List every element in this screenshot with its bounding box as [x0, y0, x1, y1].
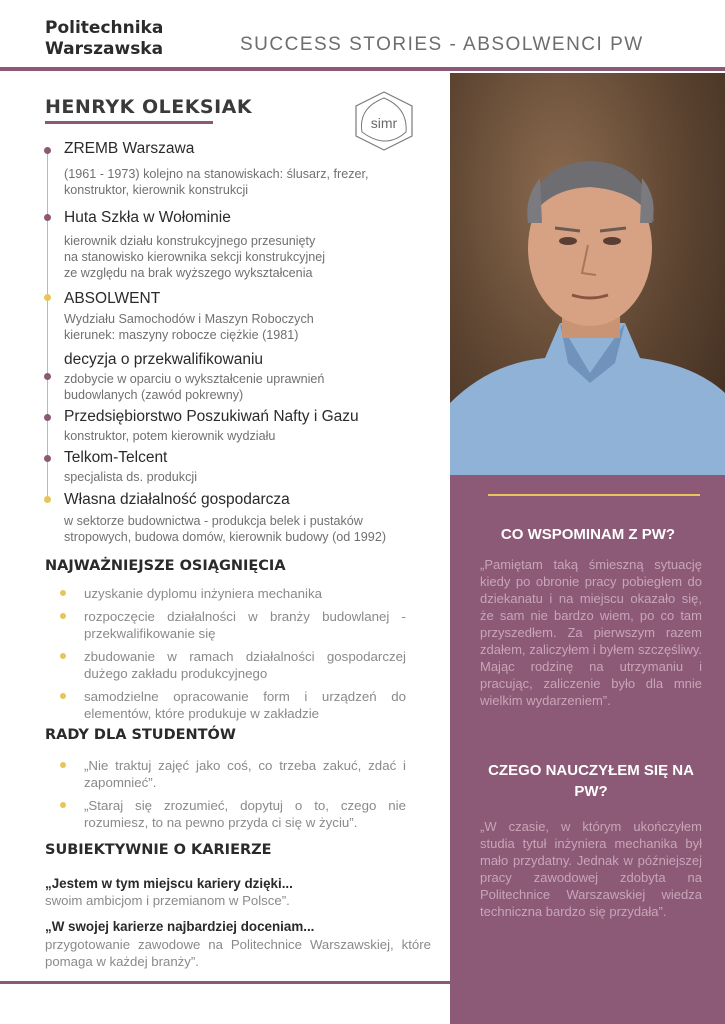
page-title: SUCCESS STORIES - ABSOLWENCI PW [240, 34, 644, 55]
timeline-dot [44, 414, 51, 421]
list-item: rozpoczęcie działalności w branży budowlanej - przekwalifikowanie się [60, 608, 406, 642]
list-item: samodzielne opracowanie form i urządzeń do elementów, które produkuje w zakładzie [60, 688, 406, 722]
timeline-text: w sektorze budownictwa - produkcja belek i pustaków stropowych, budowa domów, kierownik budowy (od 1992) [64, 514, 387, 544]
faculty-logo [346, 86, 422, 156]
logo-line-2: Warszawska [45, 39, 164, 59]
bullet-dot-icon [60, 693, 66, 699]
timeline-dot [44, 294, 51, 301]
sidebar-heading-learned: CZEGO NAUCZYŁEM SIĘ NA PW? [488, 762, 694, 800]
timeline-dot [44, 147, 51, 154]
person-name: HENRYK OLEKSIAK [45, 96, 253, 118]
sidebar-divider [488, 494, 700, 496]
bullet-dot-icon [60, 590, 66, 596]
career-quote-text: przygotowanie zawodowe na Politechnice Warszawskiej, które pomaga w każdej branży”. [45, 937, 431, 969]
university-logo [45, 18, 163, 60]
bullet-dot-icon [60, 802, 66, 808]
timeline-text: kierownik działu konstrukcyjnego przesunięty na stanowisko kierownika sekcji konstrukcyjnej ze względu na brak wyższego wykształcenia [64, 234, 326, 280]
timeline-dot [44, 455, 51, 462]
advice-list [60, 757, 406, 837]
timeline-text: zdobycie w oparciu o wykształcenie uprawnień budowlanych (zawód pokrewny) [64, 372, 325, 402]
sidebar-quote-memories: „Pamiętam taką śmieszną sytuację kiedy po obronie pracy pobiegłem do dziekanatu i na miejscu okazało się, że sam nie bardzo wiem, po co tam przyszedłem. Za pierwszym razem zdałem, zaliczyłem i byłem szczęśliwy. Mając rodzinę na utrzymaniu i pracując, zaliczenie było dla mnie wielkim wydarzeniem”. [480, 557, 702, 708]
timeline-title: decyzja o przekwalifikowaniu [64, 351, 264, 368]
sidebar-quote-learned: „W czasie, w którym ukończyłem studia tytuł inżyniera mechanika był mało przydatny. Jednak w późniejszej pracy zawodowej zdobyta na Politechnice Warszawskiej wiedza techniczna bardzo się przydała”. [480, 819, 702, 919]
list-item: „Nie traktuj zajęć jako coś, co trzeba zakuć, zdać i zapomnieć”. [60, 757, 406, 791]
bullet-dot-icon [60, 653, 66, 659]
logo-line-1: Politechnika [45, 18, 164, 38]
timeline-title: Huta Szkła w Wołominie [64, 209, 231, 226]
achievements-list [60, 585, 406, 728]
career-quote-text: swoim ambicjom i przemianom w Polsce”. [45, 893, 290, 908]
career-quote-lead: „W swojej karierze najbardziej doceniam... [45, 919, 315, 934]
subjective-heading: SUBIEKTYWNIE O KARIERZE [45, 842, 272, 858]
timeline-text: (1961 - 1973) kolejno na stanowiskach: ślusarz, frezer, konstruktor, kierownik konstrukcji [64, 167, 369, 197]
list-item: „Staraj się zrozumieć, dopytuj o to, czego nie rozumiesz, to na pewno przyda ci się w życiu”. [60, 797, 406, 831]
timeline-line [47, 150, 48, 502]
portrait-photo [450, 73, 725, 475]
bullet-dot-icon [60, 762, 66, 768]
name-underline [45, 121, 213, 124]
timeline-dot [44, 373, 51, 380]
timeline-text: konstruktor, potem kierownik wydziału [64, 429, 276, 443]
list-item: uzyskanie dyplomu inżyniera mechanika [60, 585, 406, 602]
timeline-text: Wydziału Samochodów i Maszyn Roboczych kierunek: maszyny robocze ciężkie (1981) [64, 312, 314, 342]
achievements-heading: NAJWAŻNIEJSZE OSIĄGNIĘCIA [45, 558, 286, 574]
timeline-dot [44, 214, 51, 221]
timeline-title: ABSOLWENT [64, 290, 161, 307]
career-quote-lead: „Jestem w tym miejscu kariery dzięki... [45, 876, 293, 891]
timeline-title: ZREMB Warszawa [64, 140, 195, 157]
list-item: zbudowanie w ramach działalności gospodarczej dużego zakładu produkcyjnego [60, 648, 406, 682]
sidebar-heading-memories: CO WSPOMINAM Z PW? [500, 526, 676, 543]
header-divider [0, 67, 725, 71]
timeline-title: Telkom-Telcent [64, 449, 168, 466]
timeline-title: Przedsiębiorstwo Poszukiwań Nafty i Gazu [64, 408, 359, 425]
faculty-logo-text: simr [370, 115, 398, 131]
bullet-dot-icon [60, 613, 66, 619]
footer-divider [0, 981, 450, 984]
advice-heading: RADY DLA STUDENTÓW [45, 727, 236, 743]
timeline-title: Własna działalność gospodarcza [64, 491, 290, 508]
portrait-illustration [450, 73, 725, 475]
timeline-dot [44, 496, 51, 503]
timeline-text: specjalista ds. produkcji [64, 470, 197, 484]
